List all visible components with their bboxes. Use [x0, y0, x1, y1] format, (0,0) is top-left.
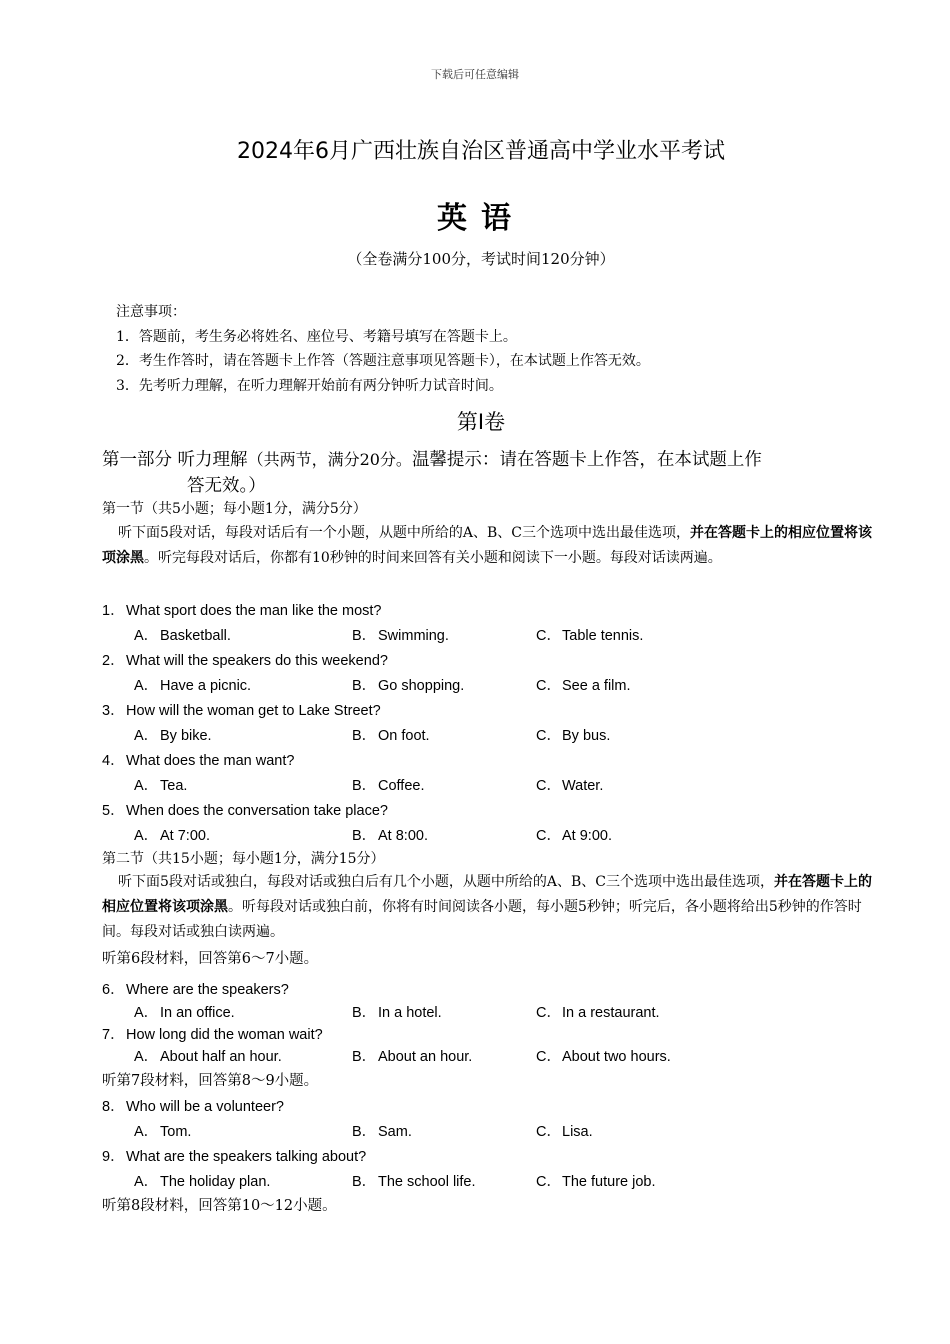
part1-title-main: 第一部分 听力理解	[102, 450, 248, 470]
option-text: Sam.	[378, 1124, 412, 1140]
question-number: 4．	[102, 753, 125, 769]
part1-title-tip-end: 答无效。）	[187, 476, 266, 496]
option-a	[134, 674, 251, 695]
question-text: How will the woman get to Lake Street?	[126, 703, 381, 719]
question-number: 5．	[102, 803, 125, 819]
option-b	[352, 724, 430, 745]
header-note: 下载后可任意编辑	[431, 68, 519, 81]
notes-item-2-part-a: 2．考生作答时，	[116, 353, 223, 369]
question-number: 8．	[102, 1099, 125, 1115]
option-letter: B．	[352, 728, 377, 744]
subject-title: 英语	[437, 201, 525, 236]
option-text: See a film.	[562, 678, 631, 694]
option-letter: B．	[352, 778, 377, 794]
option-text: Have a picnic.	[160, 678, 252, 694]
option-text: Lisa.	[562, 1124, 593, 1140]
question-2	[102, 649, 388, 670]
option-letter: A．	[134, 778, 159, 794]
option-b	[352, 1045, 472, 1066]
notes-heading: 注意事项：	[116, 304, 186, 320]
notes-block	[116, 300, 896, 398]
option-letter: A．	[134, 1124, 159, 1140]
section1-intro-a: 听下面5段对话，每段对话后有一个小题，从题中所给的A、B、C三个选项中选出最佳选项，	[118, 525, 691, 541]
question-number: 2．	[102, 653, 125, 669]
question-4	[102, 749, 294, 770]
option-text: By bus.	[562, 728, 611, 744]
question-text: What sport does the man like the most?	[126, 603, 382, 619]
option-c	[536, 724, 610, 745]
notes-item-3: 3．先考听力理解，在听力理解开始前有两分钟听力试音时间。	[116, 377, 503, 394]
question-number: 1．	[102, 603, 125, 619]
section1-intro	[102, 521, 882, 571]
question-text: Where are the speakers?	[126, 982, 289, 998]
option-text: By bike.	[160, 728, 212, 744]
option-text: In an office.	[160, 1005, 235, 1021]
question-number: 7．	[102, 1027, 125, 1043]
option-b	[352, 624, 449, 645]
option-letter: A．	[134, 728, 159, 744]
option-text: Tom.	[160, 1124, 192, 1140]
option-a	[134, 1045, 282, 1066]
question-7	[102, 1023, 323, 1044]
option-letter: B．	[352, 678, 377, 694]
option-b	[352, 774, 425, 795]
question-number: 9．	[102, 1149, 125, 1165]
option-text: The future job.	[562, 1174, 656, 1190]
notes-item-1: 1．答题前，考生务必将姓名、座位号、考籍号填写在答题卡上。	[116, 328, 517, 345]
part1-title	[102, 447, 862, 499]
part1-title-score: （共两节，满分20分。	[247, 450, 412, 469]
option-text: The school life.	[378, 1174, 476, 1190]
option-c	[536, 624, 643, 645]
option-text: Coffee.	[378, 778, 425, 794]
volume-title: 第I卷	[456, 410, 506, 434]
question-9	[102, 1145, 366, 1166]
section2-intro-a: 听下面5段对话或独白，每段对话或独白后有几个小题，从题中所给的A、B、C三个选项中选出最佳选项，	[118, 874, 775, 890]
section1-heading	[102, 498, 367, 518]
option-a	[134, 1120, 191, 1141]
option-b	[352, 1001, 442, 1022]
option-letter: A．	[134, 1049, 159, 1065]
section2-heading	[102, 848, 385, 868]
section2-heading-label: 第二节	[102, 851, 144, 867]
section1-heading-label: 第一节	[102, 501, 144, 517]
question-1	[102, 599, 382, 620]
question-5	[102, 799, 388, 820]
question-3	[102, 699, 381, 720]
option-b	[352, 1120, 412, 1141]
option-letter: C．	[536, 1049, 561, 1065]
notes-item-2-part-d: ，在本试题上作答无效。	[495, 353, 650, 369]
material-7-instruction: 听第7段材料，回答第8～9小题。	[102, 1073, 319, 1089]
option-text: Tea.	[160, 778, 188, 794]
option-letter: A．	[134, 678, 159, 694]
question-text: What does the man want?	[126, 753, 295, 769]
option-letter: C．	[536, 1005, 561, 1021]
material-8-instruction: 听第8段材料，回答第10～12小题。	[102, 1198, 337, 1214]
option-c	[536, 824, 612, 845]
option-letter: C．	[536, 1174, 561, 1190]
section2-intro	[102, 870, 882, 944]
option-c	[536, 1001, 660, 1022]
option-text: At 7:00.	[160, 828, 210, 844]
section1-intro-b: 并在答题卡上的相应位置将该项涂黑	[102, 525, 873, 566]
question-text: What will the speakers do this weekend?	[126, 653, 388, 669]
option-text: Go shopping.	[378, 678, 465, 694]
section1-heading-score: （共5小题；每小题1分，满分5分）	[144, 501, 367, 517]
question-text: When does the conversation take place?	[126, 803, 388, 819]
option-a	[134, 624, 231, 645]
option-a	[134, 1001, 235, 1022]
option-text: In a restaurant.	[562, 1005, 660, 1021]
option-c	[536, 1120, 593, 1141]
option-letter: A．	[134, 1005, 159, 1021]
option-text: Basketball.	[160, 628, 231, 644]
material-6-instruction: 听第6段材料，回答第6～7小题。	[102, 951, 319, 967]
option-text: Water.	[562, 778, 604, 794]
option-text: In a hotel.	[378, 1005, 442, 1021]
option-letter: C．	[536, 1124, 561, 1140]
option-text: Swimming.	[378, 628, 449, 644]
option-a	[134, 1170, 270, 1191]
option-letter: A．	[134, 1174, 159, 1190]
notes-item-2	[116, 349, 896, 374]
option-b	[352, 674, 464, 695]
option-c	[536, 674, 631, 695]
option-letter: C．	[536, 678, 561, 694]
part1-title-tip: 温馨提示：请在答题卡上作答，在本试题上作	[411, 450, 762, 470]
option-a	[134, 824, 210, 845]
question-8	[102, 1095, 284, 1116]
option-letter: C．	[536, 828, 561, 844]
section2-intro-b: 并在答题卡上的相应位置将该项涂黑	[102, 874, 873, 915]
score-info: （全卷满分100分，考试时间120分钟）	[347, 250, 615, 268]
question-text: Who will be a volunteer?	[126, 1099, 284, 1115]
option-letter: B．	[352, 1124, 377, 1140]
option-letter: B．	[352, 628, 377, 644]
notes-item-2-part-c: （答题注意事项见答题卡）	[334, 353, 496, 369]
option-a	[134, 724, 212, 745]
option-letter: B．	[352, 828, 377, 844]
option-letter: C．	[536, 628, 561, 644]
option-letter: C．	[536, 728, 561, 744]
option-text: Table tennis.	[562, 628, 644, 644]
section1-intro-c: 。听完每段对话后，你都有10秒钟的时间来回答有关小题和阅读下一小题。每段对话读两遍。	[144, 549, 722, 566]
option-letter: C．	[536, 778, 561, 794]
option-text: At 8:00.	[378, 828, 428, 844]
option-b	[352, 1170, 476, 1191]
question-text: What are the speakers talking about?	[126, 1149, 367, 1165]
question-text: How long did the woman wait?	[126, 1027, 323, 1043]
option-letter: B．	[352, 1174, 377, 1190]
option-letter: B．	[352, 1005, 377, 1021]
notes-item-2-part-b: 请在答题卡上作答	[222, 353, 335, 369]
option-text: About two hours.	[562, 1049, 671, 1065]
section2-heading-score: （共15小题；每小题1分，满分15分）	[144, 851, 385, 867]
option-letter: B．	[352, 1049, 377, 1065]
option-c	[536, 1170, 656, 1191]
exam-title: 2024年6月广西壮族自治区普通高中学业水平考试	[237, 139, 725, 164]
option-c	[536, 774, 603, 795]
question-number: 6．	[102, 982, 125, 998]
option-text: On foot.	[378, 728, 430, 744]
option-text: The holiday plan.	[160, 1174, 271, 1190]
section2-intro-c: 。听每段对话或独白前，你将有时间阅读各小题，每小题5秒钟；听完后，各小题将给出5秒钟的作答时间。每段对话或独白读两遍。	[102, 898, 862, 940]
option-text: About an hour.	[378, 1049, 473, 1065]
option-b	[352, 824, 428, 845]
question-number: 3．	[102, 703, 125, 719]
option-a	[134, 774, 187, 795]
option-text: At 9:00.	[562, 828, 612, 844]
option-text: About half an hour.	[160, 1049, 282, 1065]
question-6	[102, 978, 289, 999]
option-c	[536, 1045, 671, 1066]
option-letter: A．	[134, 828, 159, 844]
option-letter: A．	[134, 628, 159, 644]
